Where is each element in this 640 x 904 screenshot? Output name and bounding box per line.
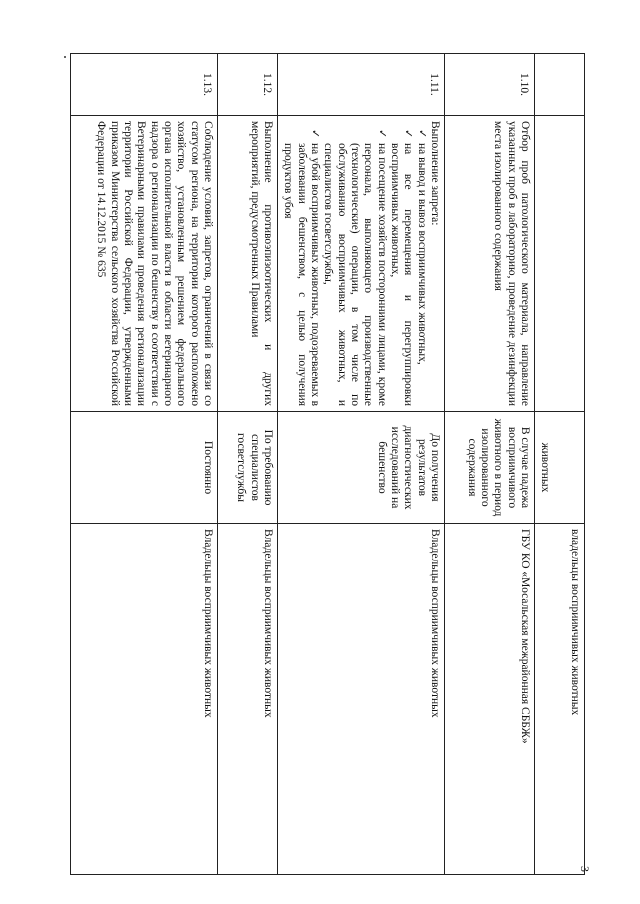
list-item-text: на посещение хозяйств посторонними лицами, кроме персонала, выполняющего производственные (технологические) операции, в том числе по обслуживанию восприимчивых животных, и специалистов госветслужбы,: [322, 143, 388, 406]
check-icon: ✓: [375, 129, 388, 139]
page-number: 3: [578, 866, 592, 872]
table-row: [218, 54, 278, 875]
table-row: [71, 54, 218, 875]
responsible-cell: ГБУ КО «Мосальская межрайонная СББЖ»: [445, 524, 535, 875]
term-cell: животных: [535, 412, 585, 524]
action-cell: [535, 116, 585, 412]
list-item: [388, 129, 415, 406]
term-cell: В случае падежа восприимчивого животного в период изолированного содержания: [445, 412, 535, 524]
term-cell: Постоянно: [71, 412, 218, 524]
action-intro: Выполнение запрета:: [429, 121, 441, 226]
row-number-cell: 1.11.: [278, 54, 445, 116]
responsible-cell: владельцы восприимчивых животных: [535, 524, 585, 875]
table-row: [278, 54, 445, 875]
rotated-table-wrapper: [70, 53, 585, 874]
term-cell: До получения результатов диагностических исследований на бешенство: [278, 412, 445, 524]
check-icon: ✓: [415, 129, 428, 139]
list-item: [321, 129, 388, 406]
list-item-text: на все перемещения и перегруппировки восприимчивых животных,: [389, 143, 415, 406]
check-icon: ✓: [402, 129, 415, 139]
restriction-list: [281, 121, 428, 406]
list-item-text: на убой восприимчивых животных, подозреваемых в заболевании бешенством, с целью получения продуктов убоя: [282, 143, 322, 406]
action-cell: [278, 116, 445, 412]
check-icon: ✓: [309, 129, 322, 139]
row-number-cell: 1.12.: [218, 54, 278, 116]
action-cell: Соблюдение условий, запретов, ограничений в связи со статусом региона, на территории которого расположено хозяйство, установленным решением федерального органа исполнительной власти в области ветеринарного надзора о регионализации по бешенству в соответствии с Ветеринарными правилами проведения регионализации территории Российской Федерации, утвержденными приказом Министерства сельского хозяйства Российской Федерации от 14.12.2015 № 635: [71, 116, 218, 412]
responsible-cell: Владельцы восприимчивых животных: [278, 524, 445, 875]
scan-speck: [64, 56, 66, 58]
term-cell: По требованию специалистов госветслужбы: [218, 412, 278, 524]
measures-table: [70, 53, 585, 875]
table-row: [445, 54, 535, 875]
row-number-cell: 1.13.: [71, 54, 218, 116]
responsible-cell: Владельцы восприимчивых животных: [218, 524, 278, 875]
table-row: [535, 54, 585, 875]
list-item: [414, 129, 428, 406]
row-number-cell: [535, 54, 585, 116]
list-item: [281, 129, 322, 406]
action-cell: Отбор проб патологического материала, направление указанных проб в лабораторию, проведение дезинфекции места изолированного содержания: [445, 116, 535, 412]
list-item-text: на вывод и вывоз восприимчивых животных,: [415, 143, 428, 365]
responsible-cell: Владельцы восприимчивых животных: [71, 524, 218, 875]
action-cell: Выполнение противоэпизоотических и других мероприятий, предусмотренных Правилами: [218, 116, 278, 412]
row-number-cell: 1.10.: [445, 54, 535, 116]
